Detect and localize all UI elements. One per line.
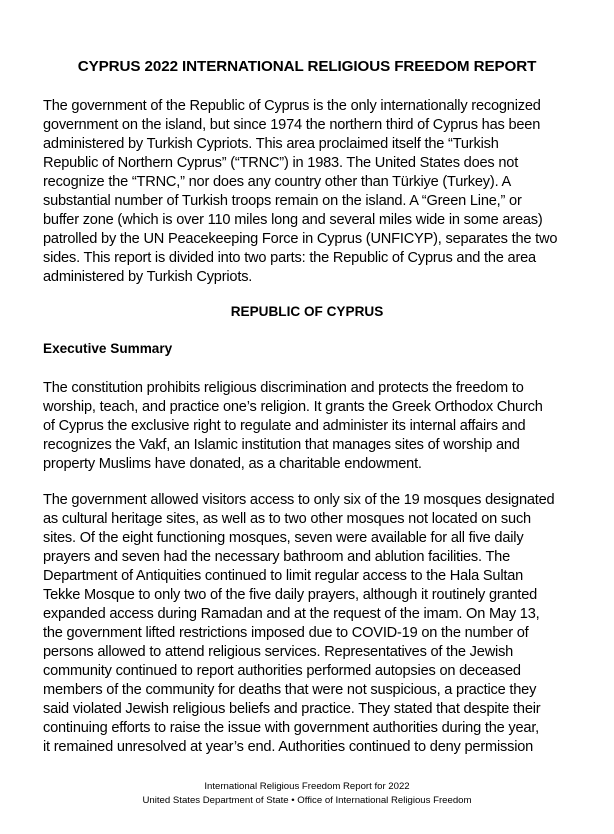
text-line: members of the community for deaths that were not suspicious, a practice they: [43, 682, 537, 698]
text-line: The government of the Republic of Cyprus is the only internationally recognized: [43, 98, 541, 114]
text-line: property Muslims have donated, as a charitable endowment.: [43, 456, 422, 472]
section-heading: REPUBLIC OF CYPRUS: [230, 304, 384, 319]
text-line: recognizes the Vakf, an Islamic institution that manages sites of worship and: [43, 437, 520, 453]
page-footer: [0, 780, 614, 808]
text-line: administered by Turkish Cypriots. This area proclaimed itself the “Turkish: [43, 136, 499, 152]
summary-paragraph-1: [43, 379, 563, 474]
report-title: CYPRUS 2022 INTERNATIONAL RELIGIOUS FREEDOM REPORT: [77, 58, 537, 75]
subsection-heading: Executive Summary: [43, 341, 173, 356]
intro-paragraph: [43, 97, 563, 287]
text-line: administered by Turkish Cypriots.: [43, 269, 253, 285]
text-line: worship, teach, and practice one’s religion. It grants the Greek Orthodox Church: [43, 399, 543, 415]
text-line: of Cyprus the exclusive right to regulate and administer its internal affairs and: [43, 418, 526, 434]
footer-report-line: International Religious Freedom Report for 2022: [204, 781, 410, 792]
text-line: Republic of Northern Cyprus” (“TRNC”) in 1983. The United States does not: [43, 155, 519, 171]
footer-department-line: United States Department of State • Office of International Religious Freedom: [142, 795, 472, 806]
text-line: sides. This report is divided into two parts: the Republic of Cyprus and the area: [43, 250, 536, 266]
text-line: substantial number of Turkish troops remain on the island. A “Green Line,” or: [43, 193, 522, 209]
text-line: The constitution prohibits religious discrimination and protects the freedom to: [43, 380, 524, 396]
text-line: The government allowed visitors access to only six of the 19 mosques designated: [43, 492, 555, 508]
text-line: persons allowed to attend religious services. Representatives of the Jewish: [43, 644, 514, 660]
text-line: recognize the “TRNC,” nor does any country other than Türkiye (Turkey). A: [43, 174, 512, 190]
text-line: as cultural heritage sites, as well as to two other mosques not located on such: [43, 511, 531, 527]
text-line: patrolled by the UN Peacekeeping Force in Cyprus (UNFICYP), separates the two: [43, 231, 558, 247]
text-line: buffer zone (which is over 110 miles long and several miles wide in some areas): [43, 212, 543, 228]
text-line: it remained unresolved at year’s end. Authorities continued to deny permission: [43, 739, 534, 755]
text-line: prayers and seven had the necessary bathroom and ablution facilities. The: [43, 549, 511, 565]
text-line: community continued to report authorities performed autopsies on deceased: [43, 663, 521, 679]
text-line: said violated Jewish religious beliefs and practice. They stated that despite their: [43, 701, 541, 717]
text-line: Tekke Mosque to only two of the five daily prayers, although it routinely granted: [43, 587, 538, 603]
text-line: sites. Of the eight functioning mosques, seven were available for all five daily: [43, 530, 524, 546]
text-line: government on the island, but since 1974 the northern third of Cyprus has been: [43, 117, 541, 133]
text-line: continuing efforts to raise the issue with government authorities during the year,: [43, 720, 540, 736]
text-line: the government lifted restrictions imposed due to COVID-19 on the number of: [43, 625, 529, 641]
summary-paragraph-2: [43, 491, 563, 757]
text-line: expanded access during Ramadan and at the request of the imam. On May 13,: [43, 606, 540, 622]
text-line: Department of Antiquities continued to limit regular access to the Hala Sultan: [43, 568, 524, 584]
